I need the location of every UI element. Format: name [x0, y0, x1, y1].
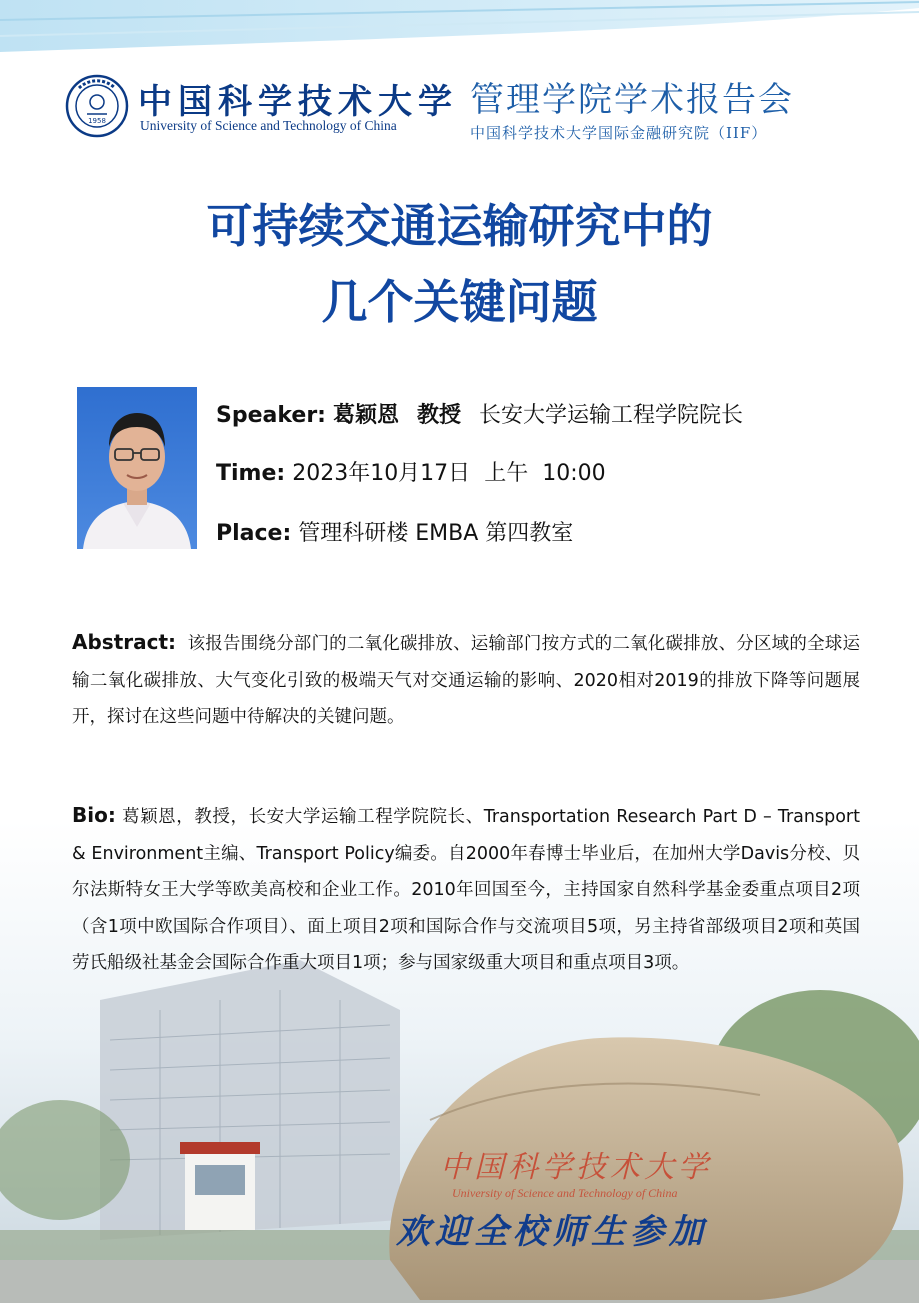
abstract [72, 624, 860, 736]
speaker-name: 葛颖恩 [332, 403, 399, 428]
rock-inscription-en: University of Science and Technology of China [452, 1186, 678, 1200]
university-name-en: University of Science and Technology of China [140, 118, 397, 133]
time-line [216, 456, 606, 487]
speaker-label: Speaker: [216, 403, 326, 428]
bio [72, 797, 860, 982]
speaker-photo [77, 387, 197, 549]
place-line [216, 516, 573, 547]
talk-title [0, 188, 919, 340]
talk-title-line-1: 可持续交通运输研究中的 [206, 199, 713, 253]
place-label: Place: [216, 521, 292, 546]
bio-label: Bio: [72, 803, 116, 827]
university-seal-icon [65, 74, 129, 138]
speaker-line [216, 398, 743, 429]
abstract-text: 该报告围绕分部门的二氧化碳排放、运输部门按方式的二氧化碳排放、分区域的全球运输二氧化碳排放、大气变化引致的极端天气对交通运输的影响、2020相对2019的排放下降等问题展开，探讨在这些问题中待解决的关键问题。 [72, 634, 860, 727]
seal-year: 1958 [88, 117, 106, 125]
series-subtitle: 中国科学技术大学国际金融研究院（IIF） [470, 124, 768, 142]
university-name-cn: 中国科学技术大学 [138, 82, 458, 122]
talk-title-line-2: 几个关键问题 [321, 275, 598, 329]
speaker-rank: 教授 [416, 403, 461, 428]
header [0, 62, 919, 152]
series-title: 管理学院学术报告会 [470, 80, 794, 120]
rock-inscription-cn: 中国科学技术大学 [440, 1150, 712, 1185]
time-clock: 10:00 [542, 461, 606, 486]
time-period: 上午 [484, 461, 529, 486]
abstract-label: Abstract: [72, 630, 177, 654]
time-label: Time: [216, 461, 286, 486]
speaker-affiliation: 长安大学运输工程学院院长 [479, 403, 744, 428]
bio-text: 葛颖恩，教授，长安大学运输工程学院院长、Transportation Research Part D – Transport & Environment主编、Transport Policy编委。自2000年春博士毕业后，在加州大学Davis分校、贝尔法斯特女王大学等欧美高校和企业工作。2010年回国至今，主持国家自然科学基金委重点项目2项（含1项中欧国际合作项目）、面上项目2项和国际合作与交流项目5项，另主持省部级项目2项和英国劳氏船级社基金会国际合作重大项目1项；参与国家级重大项目和重点项目3项。 [72, 807, 860, 973]
top-wave-decoration [0, 0, 919, 70]
place-value: 管理科研楼 EMBA 第四教室 [298, 521, 574, 546]
welcome-banner: 欢迎全校师生参加 [396, 1212, 708, 1252]
time-date: 2023年10月17日 [292, 461, 471, 486]
